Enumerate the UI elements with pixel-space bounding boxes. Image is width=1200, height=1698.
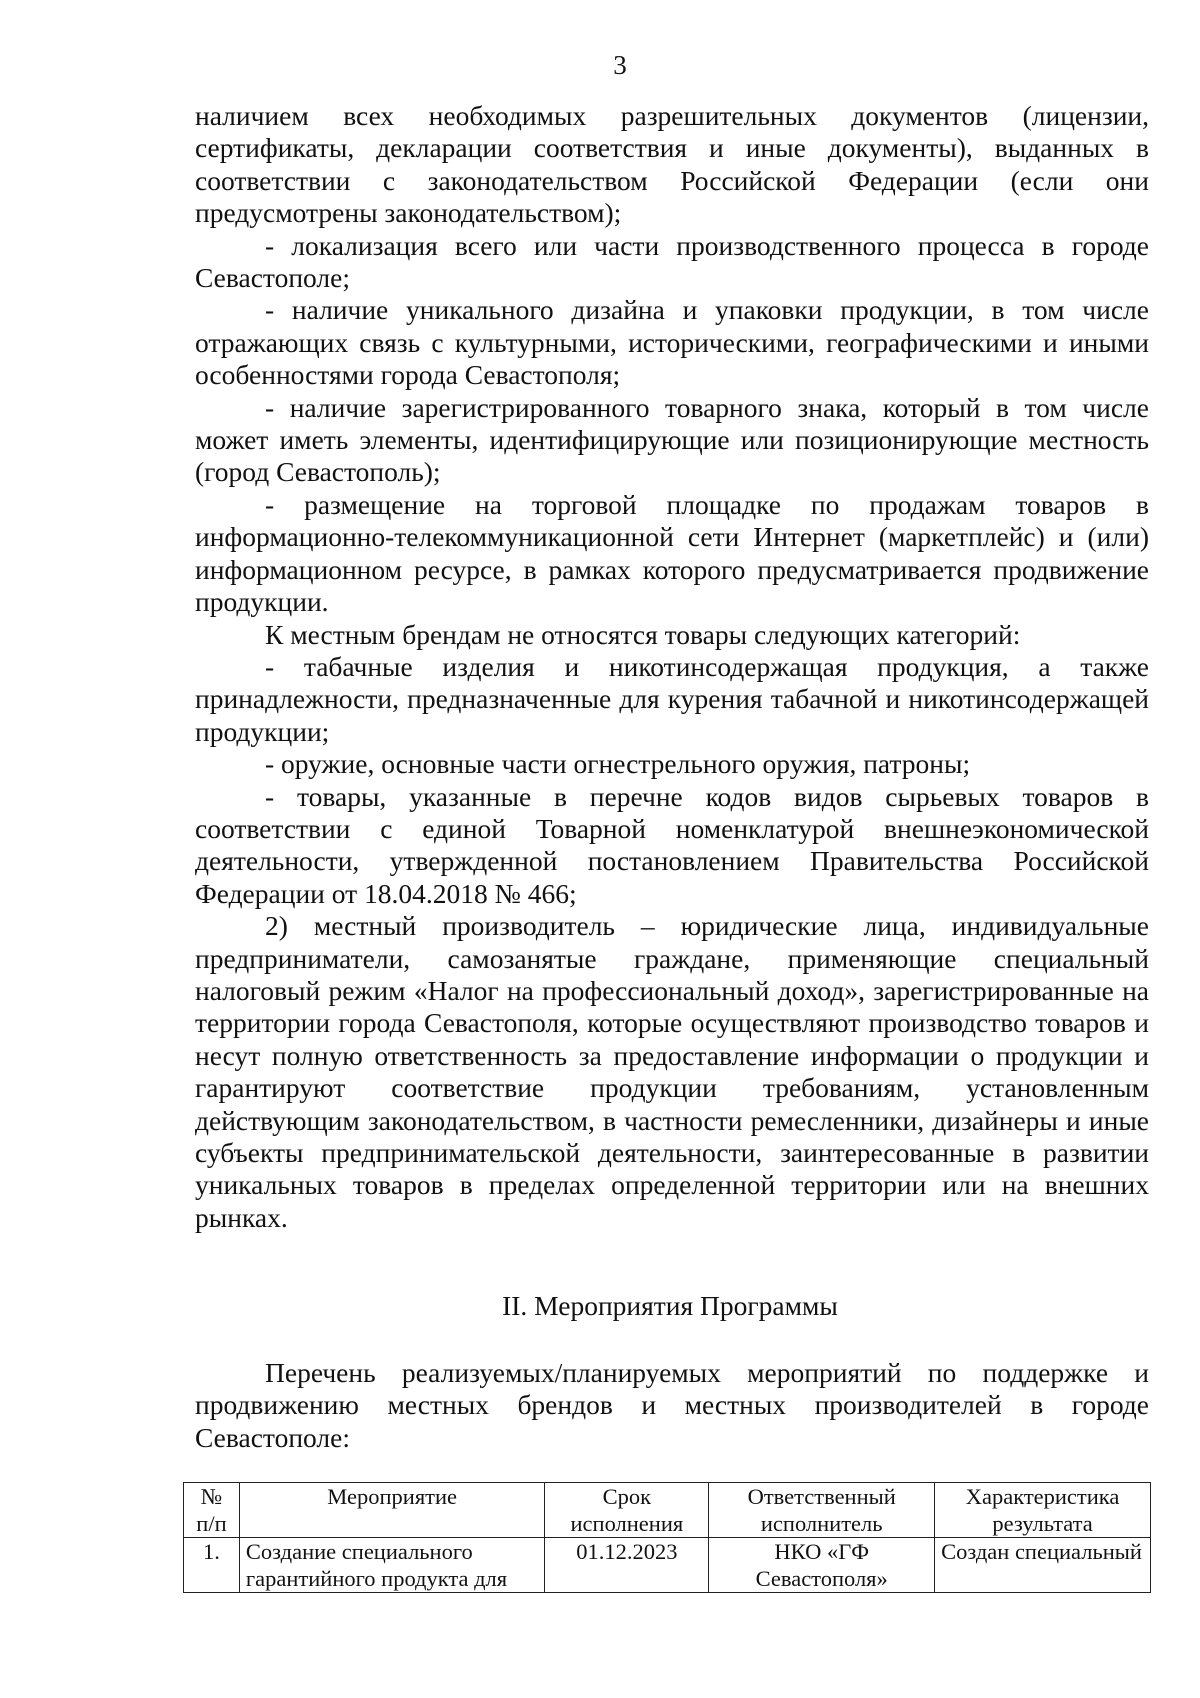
cell-number: 1. — [184, 1538, 240, 1593]
paragraph: 2) местный производитель – юридические лица, индивидуальные предприниматели, самозанятые граждане, применяющие специальный налоговый режим «Налог на профессиональный доход», зарегистрированные на территории города Севастополя, которые осуществляют производство товаров и несут полную ответственность за предоставление информации о продукции и гарантируют соответствие продукции требованиям, установленным действующим законодательством, в частности ремесленники, дизайнеры и иные субъекты предпринимательской деятельности, заинтересованные в развитии уникальных товаров в пределах определенной территории или на внешних рынках. — [195, 910, 1149, 1233]
body-text — [195, 100, 1149, 1234]
cell-event: Создание специального гарантийного продукта для — [239, 1538, 545, 1593]
intro-text — [195, 1357, 1149, 1454]
paragraph: - наличие зарегистрированного товарного знака, который в том числе может иметь элементы, идентифицирующие или позиционирующие местность (город Севастополь); — [195, 391, 1149, 488]
paragraph: - оружие, основные части огнестрельного оружия, патроны; — [265, 748, 971, 780]
cell-deadline: 01.12.2023 — [545, 1538, 709, 1593]
paragraph: - товары, указанные в перечне кодов видов сырьевых товаров в соответствии с единой Товарной номенклатурой внешнеэкономической деятельности, утвержденной постановлением Правительства Российской Федерации от 18.04.2018 № 466; — [195, 780, 1149, 909]
intro-paragraph: Перечень реализуемых/планируемых мероприятий по поддержке и продвижению местных брендов и местных производителей в городе Севастополе: — [195, 1357, 1149, 1453]
table-header-row — [184, 1483, 1151, 1538]
paragraph: - наличие уникального дизайна и упаковки продукции, в том числе отражающих связь с культурными, историческими, географическими и иными особенностями города Севастополя; — [195, 294, 1149, 391]
paragraph: К местным брендам не относятся товары следующих категорий: — [265, 618, 1021, 650]
header-number: № п/п — [184, 1483, 240, 1538]
paragraph: - табачные изделия и никотинсодержащая продукция, а также принадлежности, предназначенные для курения табачной и никотинсодержащей продукции; — [195, 650, 1149, 747]
cell-responsible: НКО «ГФ Севастополя» — [709, 1538, 935, 1593]
paragraph: наличием всех необходимых разрешительных документов (лицензии, сертификаты, декларации соответствия и иные документы), выданных в соответствии с законодательством Российской Федерации (если они предусмотрены законодательством); — [195, 100, 1149, 229]
section-heading: II. Мероприятия Программы — [502, 1290, 838, 1321]
cell-result: Создан специальный — [935, 1538, 1151, 1593]
header-deadline: Срок исполнения — [545, 1483, 709, 1538]
table-row — [184, 1538, 1151, 1593]
paragraph: - размещение на торговой площадке по продажам товаров в информационно-телекоммуникационной сети Интернет (маркетплейс) и (или) информационном ресурсе, в рамках которого предусматривается продвижение продукции. — [195, 488, 1149, 618]
header-event: Мероприятие — [239, 1483, 545, 1538]
header-result: Характеристика результата — [935, 1483, 1151, 1538]
paragraph: - локализация всего или части производственного процесса в городе Севастополе; — [195, 229, 1149, 294]
page-number: 3 — [613, 50, 627, 80]
events-table — [183, 1482, 1151, 1593]
header-responsible: Ответственный исполнитель — [709, 1483, 935, 1538]
